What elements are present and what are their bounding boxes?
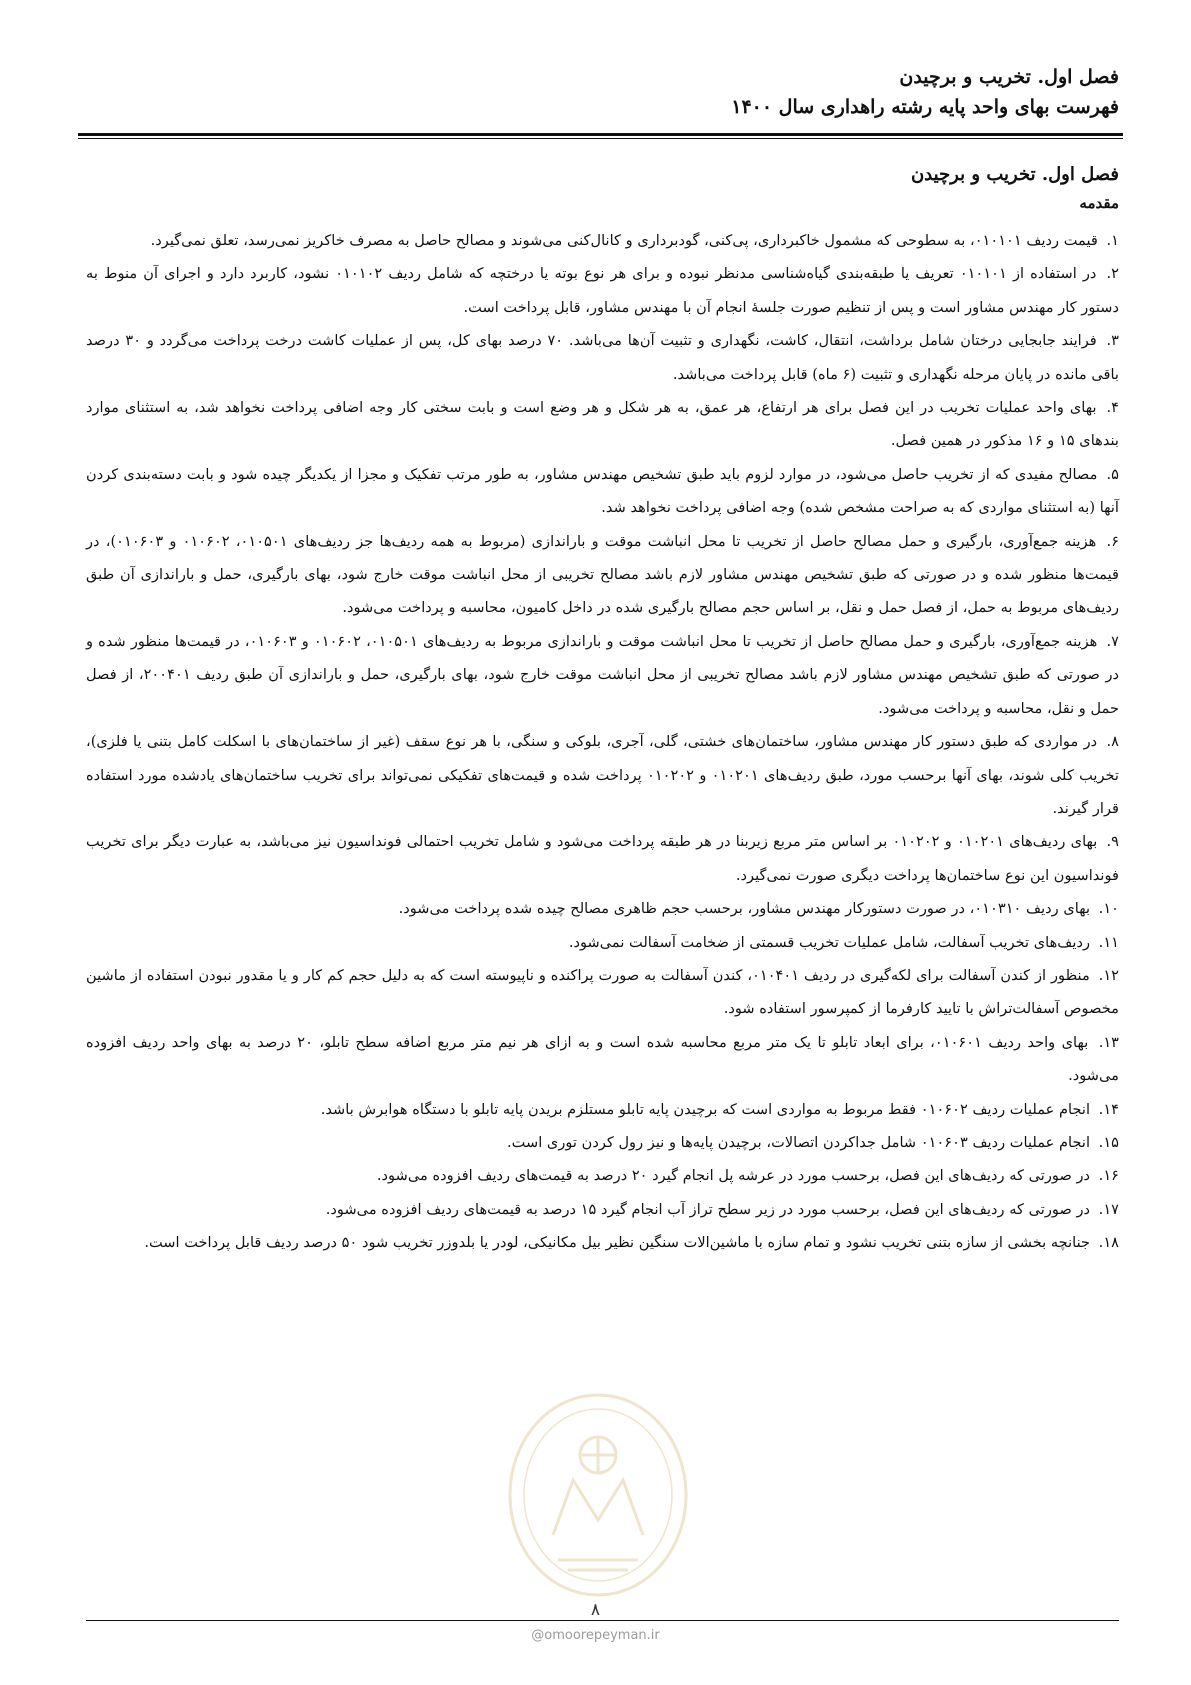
clause-number: ۱. <box>1106 232 1119 249</box>
clause-text: بهای ردیف‌های ۰۱۰۲۰۱ و ۰۱۰۲۰۲ بر اساس متر مربع زیربنا در هر طبقه پرداخت می‌شود و شامل تخریب احتمالی فونداسیون نیز می‌باشد، به عبارت دیگر برای تخریب فونداسیون این نوع ساختمان‌ها پرداخت دیگری صورت نمی‌گیرد. <box>86 833 1119 884</box>
clause-item <box>86 625 1119 725</box>
clause-number: ۱۷. <box>1098 1200 1119 1218</box>
clause-item <box>86 458 1119 525</box>
seal-logo-icon <box>498 1385 698 1605</box>
clause-text: در استفاده از ۰۱۰۱۰۱ تعریف یا طبقه‌بندی گیاه‌شناسی مدنظر نبوده و برای هر نوع بوته یا درختچه که شامل ردیف ۰۱۰۱۰۲ نشود، کاربرد دارد و اجرای آن منوط به دستور کار مهندس مشاور است و پس از تنظیم صورت جلسهٔ انجام آن با مهندس مشاور، قابل پرداخت است. <box>86 265 1119 316</box>
clause-number: ۱۱. <box>1098 933 1119 951</box>
clause-number: ۱۰. <box>1098 900 1119 918</box>
clause-item <box>86 324 1119 391</box>
clause-item <box>86 257 1119 324</box>
clause-list <box>86 224 1119 1260</box>
clause-text: هزینه جمع‌آوری، بارگیری و حمل مصالح حاصل از تخریب تا محل انباشت موقت و باراندازی (مربوط به همه ردیف‌ها جز ردیف‌های ۰۱۰۵۰۱، ۰۱۰۶۰۲ و ۰۱۰۶۰۳)، در قیمت‌ها منظور شده و در صورتی که طبق تشخیص مهندس مشاور لازم باشد مصالح تخریبی از محل انباشت موقت خارج شود، بهای بارگیری، حمل و باراندازی آن طبق ردیف‌های مربوط به حمل، از فصل حمل و نقل، بر اساس حجم مصالح بارگیری شده در داخل کامیون، محاسبه و پرداخت می‌شود. <box>86 532 1119 617</box>
clause-item <box>86 1026 1119 1093</box>
clause-text: در صورتی که ردیف‌های این فصل، برحسب مورد در عرشه پل انجام گیرد ۲۰ درصد به قیمت‌های ردیف افزوده می‌شود. <box>376 1167 1091 1185</box>
clause-number: ۵. <box>1106 465 1119 483</box>
page-number: ۸ <box>590 1600 601 1620</box>
clause-text: بهای ردیف ۰۱۰۳۱۰، در صورت دستورکار مهندس مشاور، برحسب حجم ظاهری مصالح چیده شده پرداخت می‌شود. <box>398 900 1091 918</box>
clause-item <box>86 525 1119 625</box>
clause-text: فرایند جابجایی درختان شامل برداشت، انتقال، کاشت، نگهداری و تثبیت آن‌ها می‌باشد. ۷۰ درصد بهای کل، پس از عملیات کاشت درخت پرداخت می‌گردد و ۳۰ درصد باقی مانده در پایان مرحله نگهداری و تثبیت (۶ ماه) قابل پرداخت می‌باشد. <box>86 332 1119 383</box>
header-price-list-title: فهرست بهای واحد پایه رشته راهداری سال ۱۴۰۰ <box>731 96 1119 118</box>
header-divider-thick <box>78 133 1123 136</box>
clause-item <box>86 1226 1119 1259</box>
clause-item <box>86 1159 1119 1192</box>
clause-text: در مواردی که طبق دستور کار مهندس مشاور، ساختمان‌های خشتی، گلی، آجری، بلوکی و سنگی، با هر نوع سقف (غیر از ساختمان‌های با اسکلت کامل بتنی یا فلزی)، تخریب کلی شوند، بهای آنها برحسب مورد، طبق ردیف‌های ۰۱۰۲۰۱ و ۰۱۰۲۰۲ پرداخت شده و قیمت‌های تفکیکی نمی‌تواند برای تخریب ساختمان‌های یادشده مورد استفاده قرار گیرند. <box>86 733 1119 817</box>
clause-text: انجام عملیات ردیف ۰۱۰۶۰۲ فقط مربوط به مواردی است که برچیدن پایه تابلو مستلزم بریدن پایه تابلو با دستگاه هوابرش باشد. <box>320 1100 1091 1118</box>
clause-number: ۱۴. <box>1098 1100 1119 1118</box>
clause-item <box>86 959 1119 1026</box>
clause-number: ۶. <box>1106 532 1120 550</box>
clause-text: بهای واحد ردیف ۰۱۰۶۰۱، برای ابعاد تابلو تا یک متر مربع محاسبه شده است و به ازای هر نیم متر مربع اضافه سطح تابلو، ۲۰ درصد به بهای واحد ردیف افزوده می‌شود. <box>86 1033 1119 1085</box>
clause-item <box>86 1093 1119 1126</box>
clause-text: قیمت ردیف ۰۱۰۱۰۱، به سطوحی که مشمول خاکبرداری، پی‌کنی، گودبرداری و کانال‌کنی می‌شوند و مصالح حاصل به مصرف خاکریز نمی‌رسد، تعلق نمی‌گیرد. <box>150 232 1098 249</box>
clause-number: ۱۸. <box>1098 1234 1119 1252</box>
header-divider-thin <box>78 138 1123 139</box>
clause-number: ۴. <box>1106 399 1119 417</box>
clause-item <box>86 1193 1119 1226</box>
clause-number: ۲. <box>1106 265 1119 283</box>
main-content <box>86 160 1119 1260</box>
clause-text: در صورتی که ردیف‌های این فصل، برحسب مورد در زیر سطح تراز آب انجام گیرد ۱۵ درصد به قیمت‌های ردیف افزوده می‌شود. <box>325 1200 1091 1218</box>
clause-text: انجام عملیات ردیف ۰۱۰۶۰۳ شامل جداکردن اتصالات، برچیدن پایه‌ها و نیز رول کردن توری است. <box>507 1133 1091 1151</box>
clause-number: ۸. <box>1106 733 1119 751</box>
clause-item <box>86 725 1119 825</box>
clause-text: جنانچه بخشی از سازه بتنی تخریب نشود و تمام سازه با ماشین‌الات سنگین نظیر بیل مکانیکی، لودر یا بلدوزر تخریب شود ۵۰ درصد ردیف قابل پرداخت است. <box>144 1234 1091 1252</box>
clause-item <box>86 1126 1119 1159</box>
clause-number: ۱۲. <box>1098 966 1119 984</box>
clause-number: ۳. <box>1106 332 1120 350</box>
clause-item <box>86 391 1119 458</box>
clause-text: مصالح مفیدی که از تخریب حاصل می‌شود، در موارد لزوم باید طبق تشخیص مهندس مشاور، به طور مرتب تفکیک و مجزا از یکدیگر چیده شود و بابت دسته‌بندی کردن آنها (به استثنای مواردی که به صراحت مشخص شده) وجه اضافی پرداخت نخواهد شد. <box>86 465 1119 517</box>
clause-number: ۱۵. <box>1098 1133 1119 1151</box>
clause-text: منظور از کندن آسفالت برای لکه‌گیری در ردیف ۰۱۰۴۰۱، کندن آسفالت به صورت پراکنده و ناپیوسته است که به دلیل حجم کم کار و یا مقدور نبودن استفاده از ماشین مخصوص آسفالت‌تراش با تایید کارفرما از کمپرسور استفاده شود. <box>86 966 1119 1018</box>
clause-item <box>86 926 1119 959</box>
clause-number: ۱۶. <box>1098 1167 1119 1185</box>
clause-item <box>86 825 1119 892</box>
clause-text: هزینه جمع‌آوری، بارگیری و حمل مصالح حاصل از تخریب تا محل انباشت موقت و باراندازی مربوط به ردیف‌های ۰۱۰۵۰۱، ۰۱۰۶۰۲ و ۰۱۰۶۰۳، در قیمت‌ها منظور شده و در صورتی که طبق تشخیص مهندس مشاور لازم باشد مصالح تخریبی از محل انباشت موقت خارج شود، بهای بارگیری، حمل و باراندازی آن طبق ردیف ۲۰۰۴۰۱، از فصل حمل و نقل، محاسبه و پرداخت می‌شود. <box>86 632 1119 717</box>
clause-text: ردیف‌های تخریب آسفالت، شامل عملیات تخریب قسمتی از ضخامت آسفالت نمی‌شود. <box>568 933 1091 951</box>
clause-text: بهای واحد عملیات تخریب در این فصل برای هر ارتفاع، هر عمق، به هر شکل و هر وضع است و بابت سختی کار وجه اضافی پرداخت نخواهد شد، به استثنای موارد بندهای ۱۵ و ۱۶ مذکور در همین فصل. <box>86 399 1119 450</box>
running-header <box>72 62 1119 122</box>
section-title: فصل اول. تخریب و برچیدن <box>910 164 1119 185</box>
footer-url: @omoorepeyman.ir <box>531 1628 660 1643</box>
clause-item <box>86 892 1119 925</box>
clause-number: ۱۳. <box>1098 1033 1120 1051</box>
footer-divider <box>86 1620 1119 1621</box>
intro-heading: مقدمه <box>1079 194 1119 212</box>
clause-number: ۷. <box>1106 632 1119 650</box>
clause-item <box>86 224 1119 257</box>
header-chapter-title: فصل اول. تخریب و برچیدن <box>899 66 1119 88</box>
clause-number: ۹. <box>1106 833 1120 851</box>
